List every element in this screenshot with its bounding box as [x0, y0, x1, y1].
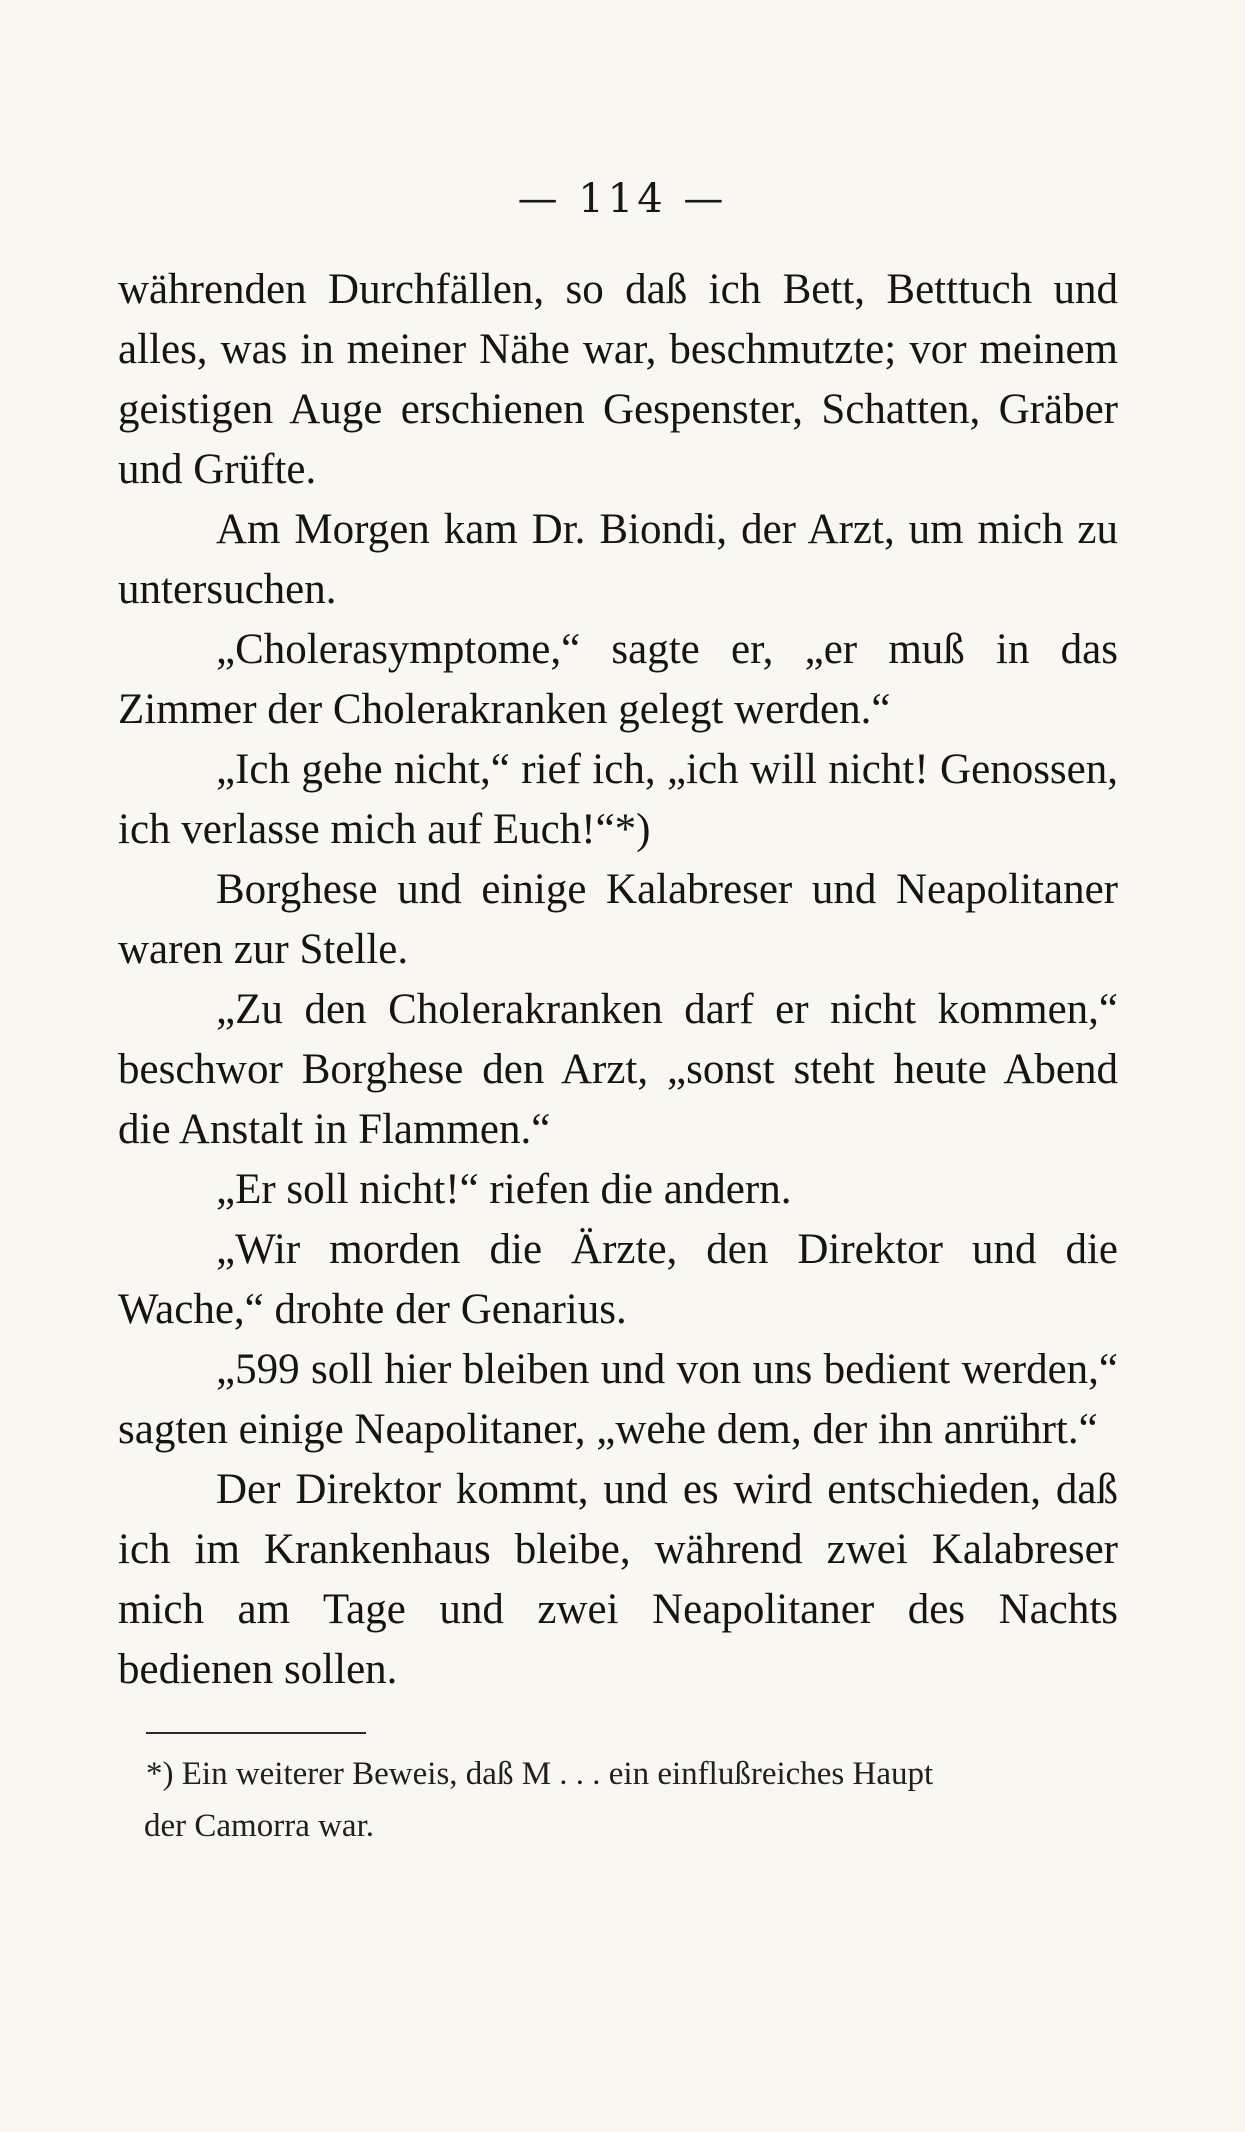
paragraph-10: Der Direktor kommt, und es wird entschieden, daß ich im Krankenhaus bleibe, während zwei Kalabreser mich am Tage und zwei Neapolitaner des Nachts bedienen sollen.	[118, 1466, 1118, 1693]
paragraph-7: „Er soll nicht!“ riefen die andern.	[216, 1166, 792, 1213]
footnote-line-1: *) Ein weiterer Beweis, daß M . . . ein einflußreiches Haupt	[146, 1756, 934, 1792]
paragraph-3: „Cholerasymptome,“ sagte er, „er muß in das Zimmer der Cholerakranken gelegt werden.“	[118, 626, 1118, 733]
paragraph-2: Am Morgen kam Dr. Biondi, der Arzt, um mich zu untersuchen.	[118, 506, 1118, 613]
paragraph-9: „599 soll hier bleiben und von uns bedient werden,“ sagten einige Neapolitaner, „wehe dem, der ihn anrührt.“	[118, 1346, 1118, 1453]
paragraph-1: währenden Durchfällen, so daß ich Bett, Betttuch und alles, was in meiner Nähe war, beschmutzte; vor meinem geistigen Auge erschienen Gespenster, Schatten, Gräber und Grüfte.	[118, 266, 1118, 493]
paragraph-8: „Wir morden die Ärzte, den Direktor und die Wache,“ drohte der Genarius.	[118, 1226, 1118, 1333]
footnote-divider	[146, 1732, 366, 1734]
main-text	[118, 260, 1118, 1700]
paragraph-4: „Ich gehe nicht,“ rief ich, „ich will nicht! Genossen, ich verlasse mich auf Euch!“*)	[118, 746, 1118, 853]
footnote	[146, 1748, 1126, 1852]
page-number: — 114 —	[517, 176, 728, 222]
paragraph-5: Borghese und einige Kalabreser und Neapolitaner waren zur Stelle.	[118, 866, 1118, 973]
footnote-line-2: der Camorra war.	[144, 1808, 374, 1844]
paragraph-6: „Zu den Cholerakranken darf er nicht kommen,“ beschwor Borghese den Arzt, „sonst steht heute Abend die Anstalt in Flammen.“	[118, 986, 1118, 1153]
